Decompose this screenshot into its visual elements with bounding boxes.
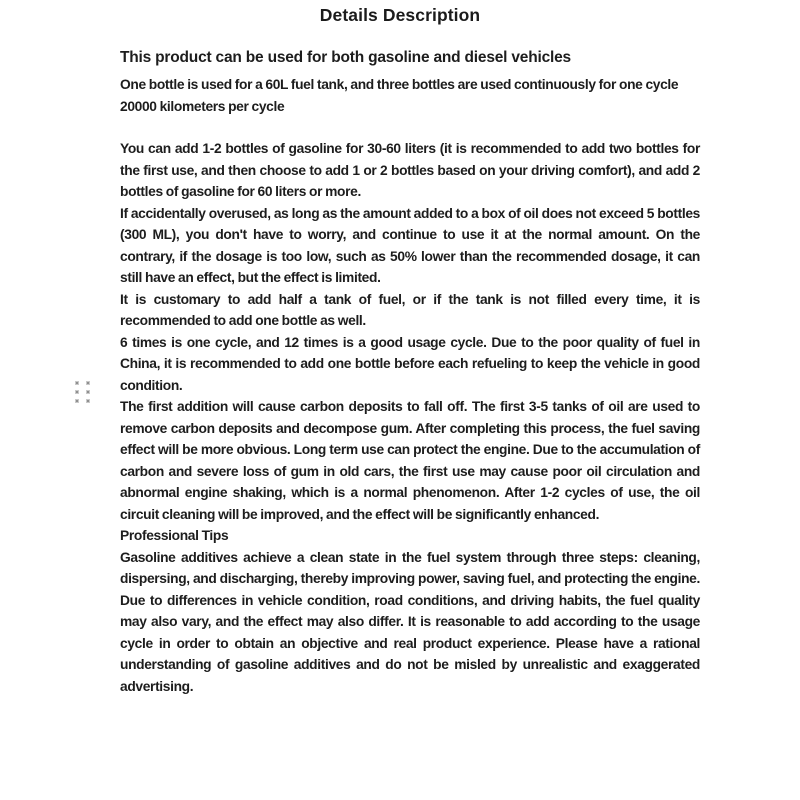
paragraph-professional-tips: Gasoline additives achieve a clean state in the fuel system through three steps: cleaning, dispersing, and discharging, thereby improving power, saving fuel, and protecting the engine. Due to differences in vehicle condition, road conditions, and driving habits, the fuel quality may also vary, and the effect may also differ. It is reasonable to add according to the usage cycle in order to obtain an objective and real product experience. Please have a rational understanding of gasoline additives and do not be misled by unrealistic and exaggerated advertising. — [120, 549, 700, 694]
drag-handle-dot — [75, 381, 79, 385]
paragraph-overuse: If accidentally overused, as long as the amount added to a box of oil does not exceed 5 bottles (300 ML), you don't have to worry, and continue to use it at the normal amount. On the contrary, if the dosage is too low, such as 50% lower than the recommended dosage, it can still have an effect, but the effect is limited. — [120, 205, 700, 285]
professional-tips-heading: Professional Tips — [120, 528, 229, 543]
paragraph-usage-cycle: 6 times is one cycle, and 12 times is a good usage cycle. Due to the poor quality of fuel in China, it is recommended to add one bottle before each refueling to keep the vehicle in good condition. — [120, 334, 700, 393]
page-title: Details Description — [319, 5, 481, 25]
drag-handle-dot — [75, 399, 79, 403]
drag-handle-icon[interactable] — [75, 381, 90, 403]
description-paragraphs — [120, 138, 700, 697]
usage-summary — [120, 74, 700, 117]
paragraph-half-tank: It is customary to add half a tank of fuel, or if the tank is not filled every time, it is recommended to add one bottle as well. — [120, 291, 700, 328]
drag-handle-dot — [86, 390, 90, 394]
paragraph-first-use: The first addition will cause carbon deposits to fall off. The first 3-5 tanks of oil are used to remove carbon deposits and decompose gum. After completing this process, the fuel saving effect will be more obvious. Long term use can protect the engine. Due to the accumulation of carbon and severe loss of gum in old cars, the first use may cause poor oil circulation and abnormal engine shaking, which is a normal phenomenon. After 1-2 cycles of use, the oil circuit cleaning will be improved, and the effect will be significantly enhanced. — [120, 399, 700, 522]
usage-summary-line: 20000 kilometers per cycle — [120, 98, 285, 114]
usage-summary-line: One bottle is used for a 60L fuel tank, and three bottles are used continuously for one cycle — [120, 77, 679, 92]
drag-handle-dot — [75, 390, 79, 394]
product-compatibility-heading: This product can be used for both gasoline and diesel vehicles — [120, 49, 571, 66]
paragraph-dosage: You can add 1-2 bottles of gasoline for 30-60 liters (it is recommended to add two bottles for the first use, and then choose to add 1 or 2 bottles based on your driving comfort), and add 2 bottles of gasoline for 60 liters or more. — [120, 141, 700, 199]
drag-handle-dot — [86, 399, 90, 403]
drag-handle-dot — [86, 381, 90, 385]
description-body — [120, 49, 700, 697]
